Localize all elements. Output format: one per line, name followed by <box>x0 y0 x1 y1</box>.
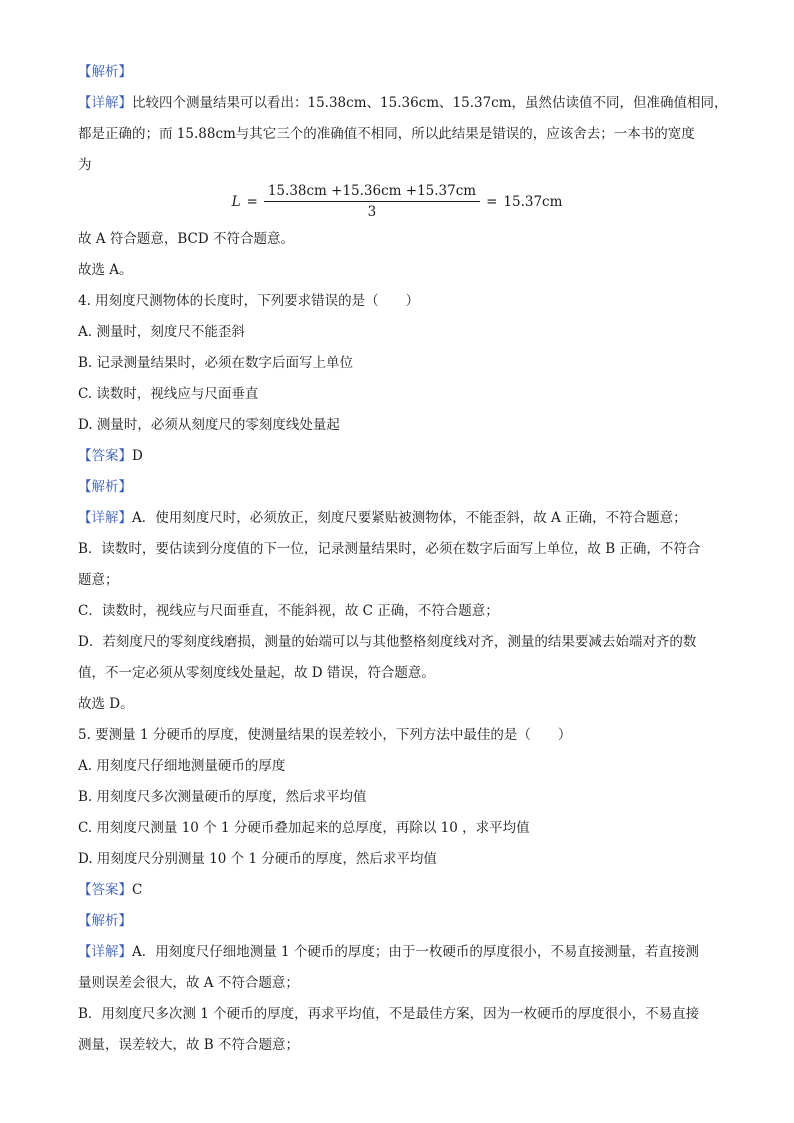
detail-paragraph-line: C．读数时，视线应与尺面垂直，不能斜视，故 C 正确，不符合题意； <box>78 603 499 619</box>
formula-numerator: 15.38cm +15.36cm +15.37cm <box>264 183 480 202</box>
detail-text: A．用刻度尺仔细地测量 1 个硬币的厚度；由于一枚硬币的厚度很小，不易直接测量，若直接测 <box>132 944 699 960</box>
detail-label: 【详解】 <box>78 510 132 526</box>
detail-label: 【详解】 <box>78 95 132 111</box>
detail-paragraph-line: 题意； <box>78 572 119 588</box>
choice-line: 故选 A。 <box>78 262 133 278</box>
formula-equals: = <box>486 193 498 210</box>
choice-line: 故选 D。 <box>78 696 134 712</box>
option-a: A. 用刻度尺仔细地测量硬币的厚度 <box>78 758 286 774</box>
detail-label: 【详解】 <box>78 944 132 960</box>
formula-lhs: L <box>231 193 241 210</box>
option-c: C. 用刻度尺测量 10 个 1 分硬币叠加起来的总厚度，再除以 10 ，求平均值 <box>78 820 530 836</box>
detail-paragraph-line <box>78 942 704 962</box>
formula-fraction <box>264 183 480 220</box>
detail-text: A．使用刻度尺时，必须放正，刻度尺要紧贴被测物体，不能歪斜，故 A 正确，不符合题意； <box>132 510 687 526</box>
option-d: D. 测量时，必须从刻度尺的零刻度线处量起 <box>78 417 340 433</box>
option-d: D. 用刻度尺分别测量 10 个 1 分硬币的厚度，然后求平均值 <box>78 851 437 867</box>
option-a: A. 测量时，刻度尺不能歪斜 <box>78 324 245 340</box>
detail-paragraph-line: 测量，误差较大，故 B 不符合题意； <box>78 1037 300 1053</box>
option-c: C. 读数时，视线应与尺面垂直 <box>78 386 259 402</box>
answer-label: 【答案】 <box>78 448 132 464</box>
detail-paragraph-line <box>78 93 728 113</box>
answer-value: D <box>132 448 143 464</box>
detail-paragraph-line: 都是正确的；而 15.88cm与其它三个的准确值不相同，所以此结果是错误的，应该舍去；一本书的宽度 <box>78 126 695 142</box>
analysis-heading: 【解析】 <box>78 913 132 929</box>
analysis-heading: 【解析】 <box>78 479 132 495</box>
option-b: B. 用刻度尺多次测量硬币的厚度，然后求平均值 <box>78 789 367 805</box>
width-formula <box>0 183 794 220</box>
answer-value: C <box>132 882 143 898</box>
formula-denominator: 3 <box>367 204 377 220</box>
detail-paragraph-line: 量则误差会很大，故 A 不符合题意； <box>78 975 299 991</box>
detail-paragraph-line: B．读数时，要估读到分度值的下一位，记录测量结果时，必须在数字后面写上单位，故 B 正确，不符合 <box>78 541 701 557</box>
formula-result: 15.37cm <box>503 193 563 210</box>
option-b: B. 记录测量结果时，必须在数字后面写上单位 <box>78 355 354 371</box>
question-4: 4. 用刻度尺测物体的长度时，下列要求错误的是（ ） <box>78 293 420 309</box>
answer-label: 【答案】 <box>78 882 132 898</box>
detail-paragraph-line: 值，不一定必须从零刻度线处量起，故 D 错误，符合题意。 <box>78 665 435 681</box>
detail-text: 比较四个测量结果可以看出：15.38cm、15.36cm、15.37cm，虽然估读值不同，但准确值相同， <box>132 95 728 111</box>
detail-paragraph-line: B．用刻度尺多次测 1 个硬币的厚度，再求平均值，不是最佳方案，因为一枚硬币的厚度很小，不易直接 <box>78 1006 700 1022</box>
detail-paragraph-line: D．若刻度尺的零刻度线磨损，测量的始端可以与其他整格刻度线对齐，测量的结果要减去始端对齐的数 <box>78 634 697 650</box>
detail-paragraph-line <box>78 508 704 528</box>
question-5: 5. 要测量 1 分硬币的厚度，使测量结果的误差较小，下列方法中最佳的是（ ） <box>78 727 572 743</box>
answer-line <box>78 446 704 466</box>
formula-equals: = <box>246 193 258 210</box>
analysis-heading: 【解析】 <box>78 64 132 80</box>
answer-line <box>78 880 704 900</box>
detail-paragraph-line: 为 <box>78 157 92 173</box>
conclusion-line: 故 A 符合题意，BCD 不符合题意。 <box>78 231 294 247</box>
